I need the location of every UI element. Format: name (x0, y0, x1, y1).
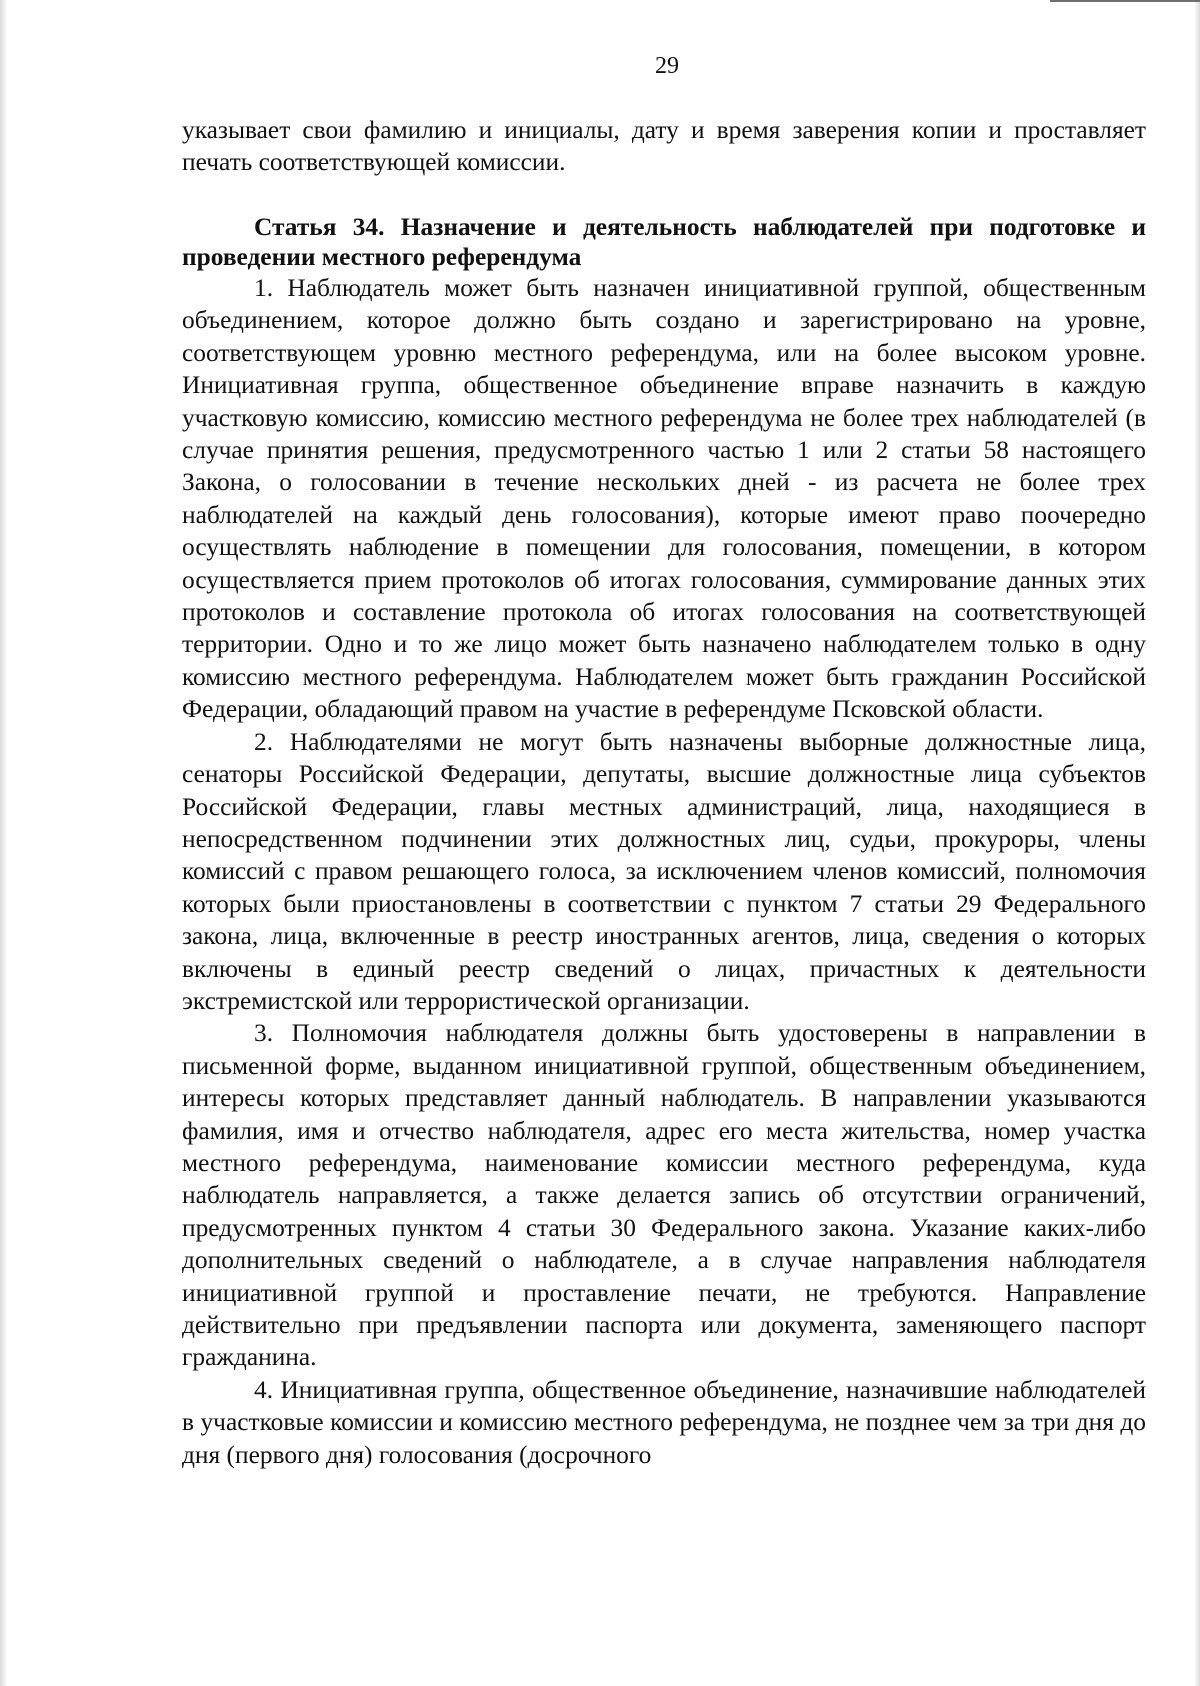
intro-text-block (182, 114, 1146, 179)
scan-right-edge (1194, 0, 1200, 1686)
scan-left-edge (0, 0, 8, 1686)
article-paragraph-3: 3. Полномочия наблюдателя должны быть удостоверены в направлении в письменной форме, выданном инициативной группой, общественным объединением, интересы которых представляет данный наблюдатель. В направлении указываются фамилия, имя и отчество наблюдателя, адрес его места жительства, номер участка местного референдума, наименование комиссии местного референдума, куда наблюдатель направляется, а также делается запись об отсутствии ограничений, предусмотренных пунктом 4 статьи 30 Федерального закона. Указание каких-либо дополнительных сведений о наблюдателе, а в случае направления наблюдателя инициативной группой и проставление печати, не требуются. Направление действительно при предъявлении паспорта или документа, заменяющего паспорт гражданина. (182, 1019, 1146, 1372)
article-heading: Статья 34. Назначение и деятельность наблюдателей при подготовке и проведении местного референдума (182, 213, 1146, 271)
article-paragraph-2: 2. Наблюдателями не могут быть назначены выборные должностные лица, сенаторы Российской Федерации, депутаты, высшие должностные лица субъектов Российской Федерации, главы местных администраций, лица, находящиеся в непосредственном подчинении этих должностных лиц, судьи, прокуроры, члены комиссий с правом решающего голоса, за исключением членов комиссий, полномочия которых были приостановлены в соответствии с пунктом 7 статьи 29 Федерального закона, лица, включенные в реестр иностранных агентов, лица, сведения о которых включены в единый реестр сведений о лицах, причастных к деятельности экстремистской или террористической организации. (182, 727, 1146, 1015)
intro-paragraph: указывает свои фамилию и инициалы, дату и время заверения копии и проставляет печать соответствующей комиссии. (182, 116, 1146, 177)
article-paragraph-1: 1. Наблюдатель может быть назначен инициативной группой, общественным объединением, которое должно быть создано и зарегистрировано на уровне, соответствующем уровню местного референдума, или на более высоком уровне. Инициативная группа, общественное объединение вправе назначить в каждую участковую комиссию, комиссию местного референдума не более трех наблюдателей (в случае принятия решения, предусмотренного частью 1 или 2 статьи 58 настоящего Закона, о голосовании в течение нескольких дней - из расчета не более трех наблюдателей на каждый день голосования), которые имеют право поочередно осуществлять наблюдение в помещении для голосования, помещении, в котором осуществляется прием протоколов об итогах голосования, суммирование данных этих протоколов и составление протокола об итогах голосования на соответствующей территории. Одно и то же лицо может быть назначено наблюдателем только в одну комиссию местного референдума. Наблюдателем может быть гражданин Российской Федерации, обладающий правом на участие в референдуме Псковской области. (182, 274, 1146, 724)
page-number: 29 (655, 53, 679, 79)
article-paragraph-4: 4. Инициативная группа, общественное объединение, назначившие наблюдателей в участковые комиссии и комиссию местного референдума, не позднее чем за три дня до дня (первого дня) голосования (досрочного (182, 1375, 1146, 1469)
article-34-section (182, 212, 1146, 1471)
scan-top-edge-line (1050, 0, 1200, 2)
